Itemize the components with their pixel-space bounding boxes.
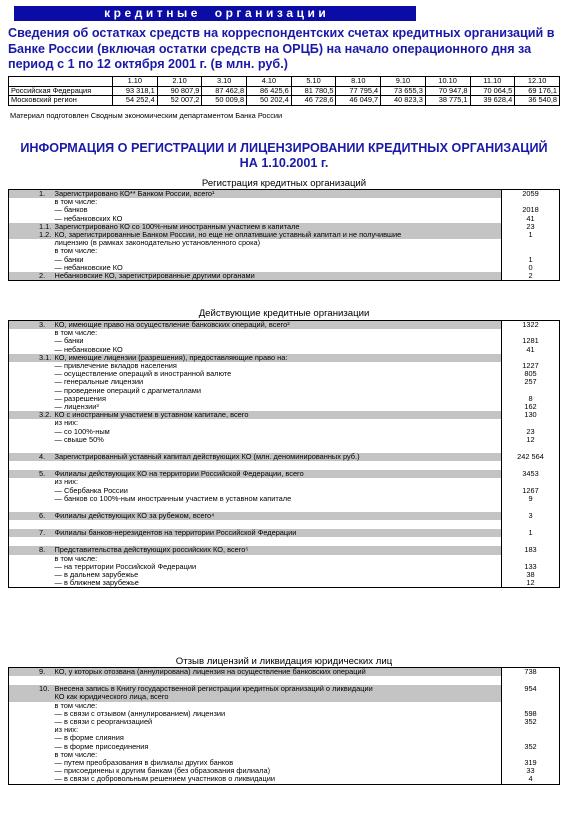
item-value: 805 [502, 370, 560, 378]
item-number [9, 198, 53, 206]
item-value: 133 [502, 563, 560, 571]
item-value [502, 693, 560, 701]
item-label: — небанковские КО [54, 345, 123, 354]
item-label: — в форме присоединения [54, 742, 149, 751]
table-row [9, 190, 560, 199]
item-value: 9 [502, 495, 560, 503]
item-label: КО с иностранным участием в уставном капитале, всего [53, 411, 502, 419]
item-number [9, 378, 53, 386]
item-number [9, 751, 53, 759]
balance-cell: 90 807,9 [157, 86, 202, 96]
item-label: — в ближнем зарубежье [54, 579, 139, 588]
balance-cell: 69 176,1 [515, 86, 560, 96]
item-label: в том числе: [54, 701, 98, 710]
table-row [9, 495, 560, 503]
item-label [53, 676, 502, 685]
balance-cell: 73 655,3 [381, 86, 426, 96]
item-label: КО, зарегистрированные Банком России, но еще не оплатившие уставный капитал и не получившие [53, 231, 502, 239]
item-number: 3. [9, 321, 53, 330]
balance-cell: 52 007,2 [157, 96, 202, 106]
item-number [9, 563, 53, 571]
item-number [9, 478, 53, 486]
balances-row [9, 96, 560, 106]
item-number [9, 503, 53, 512]
table-row [9, 693, 560, 701]
item-label: — банков со 100%-ным иностранным участием в уставном капитале [54, 494, 292, 503]
item-label: — присоединены к другим банкам (без образования филиала) [54, 767, 271, 776]
item-number [9, 693, 53, 701]
item-number: 9. [9, 668, 53, 677]
table-row [9, 563, 560, 571]
table-row [9, 702, 560, 710]
table-row [9, 247, 560, 255]
table-row [9, 272, 560, 281]
item-number: 1.1. [9, 223, 53, 231]
section-heading-registration: Регистрация кредитных организаций [201, 178, 367, 189]
item-number [9, 428, 53, 436]
table-row [9, 444, 560, 453]
item-value: 2059 [502, 190, 560, 199]
balance-cell: 77 795,4 [336, 86, 381, 96]
table-row [9, 579, 560, 588]
item-label: — лицензии³ [54, 403, 99, 412]
item-value [502, 198, 560, 206]
item-label: КО, у которых отозвана (аннулирована) лицензия на осуществление банковских операций [53, 668, 502, 677]
table-row [9, 546, 560, 554]
item-value: 0 [502, 264, 560, 272]
item-value [502, 354, 560, 362]
item-value [502, 520, 560, 529]
table-row [9, 726, 560, 734]
item-value: 598 [502, 710, 560, 718]
item-number: 3.1. [9, 354, 53, 362]
item-label: — путем преобразования в филиалы других банков [54, 759, 234, 768]
item-label: из них: [54, 419, 79, 428]
table-row [9, 337, 560, 345]
balances-col-header: 3.10 [202, 77, 247, 87]
item-value [502, 503, 560, 512]
table-row [9, 264, 560, 272]
item-number [9, 419, 53, 427]
table-row [9, 256, 560, 264]
item-value: 1 [502, 231, 560, 239]
item-value [502, 419, 560, 427]
item-value: 12 [502, 579, 560, 588]
table-row [9, 767, 560, 775]
item-label: — в связи с реорганизацией [54, 718, 153, 727]
table-row [9, 387, 560, 395]
item-label: КО, имеющие право на осуществление банковских операций, всего² [53, 321, 502, 330]
table-row [9, 668, 560, 677]
item-number [9, 256, 53, 264]
balances-table [8, 76, 560, 106]
item-number [9, 495, 53, 503]
table-row [9, 676, 560, 685]
item-value: 4 [502, 775, 560, 784]
item-number [9, 247, 53, 255]
item-number [9, 444, 53, 453]
item-number [9, 264, 53, 272]
item-label [53, 461, 502, 470]
item-number: 1. [9, 190, 53, 199]
balance-cell: 46 049,7 [336, 96, 381, 106]
balance-cell: 70 064,5 [470, 86, 515, 96]
item-value: 3453 [502, 470, 560, 478]
item-label: — генеральные лицензии [54, 378, 144, 387]
item-label: Филиалы действующих КО на территории Российской Федерации, всего [53, 470, 502, 478]
item-value: 1227 [502, 362, 560, 370]
item-value [502, 247, 560, 255]
item-number [9, 767, 53, 775]
table-row [9, 718, 560, 726]
item-label: — в форме слияния [54, 734, 124, 743]
item-number [9, 362, 53, 370]
item-value: 183 [502, 546, 560, 554]
item-label: Небанковские КО, зарегистрированные другими органами [53, 272, 502, 281]
info-title-line2: НА 1.10.2001 г. [239, 156, 329, 170]
region-cell: Московский регион [9, 96, 113, 106]
item-number [9, 579, 53, 588]
item-value [502, 734, 560, 742]
item-value: 738 [502, 668, 560, 677]
table-row [9, 512, 560, 520]
item-number [9, 759, 53, 767]
item-label: из них: [54, 726, 79, 735]
item-number [9, 537, 53, 546]
balances-header-row [9, 77, 560, 87]
item-label: КО, имеющие лицензии (разрешения), предоставляющие право на: [53, 354, 502, 362]
item-label: — в дальнем зарубежье [54, 571, 139, 580]
item-value: 23 [502, 223, 560, 231]
item-label: в том числе: [54, 247, 98, 256]
item-number [9, 337, 53, 345]
item-label: Внесена запись в Книгу государственной регистрации кредитных организаций о ликвидации [53, 685, 502, 693]
table-row [9, 478, 560, 486]
item-number: 8. [9, 546, 53, 554]
item-value: 12 [502, 436, 560, 444]
item-number [9, 403, 53, 411]
item-number [9, 239, 53, 247]
item-number [9, 520, 53, 529]
item-number: 7. [9, 529, 53, 537]
item-label: — Сбербанка России [54, 486, 128, 495]
item-value: 352 [502, 743, 560, 751]
balance-cell: 87 462,8 [202, 86, 247, 96]
table-row [9, 198, 560, 206]
table-row [9, 346, 560, 354]
item-value: 33 [502, 767, 560, 775]
active-table [8, 320, 560, 588]
item-label: лицензию (в рамках законодательно установленного срока) [54, 239, 261, 248]
info-title [0, 141, 568, 171]
source-note: Материал подготовлен Сводным экономическим департаментом Банка России [10, 111, 283, 120]
balances-col-header: 9.10 [381, 77, 426, 87]
item-value: 1 [502, 529, 560, 537]
section-banner: к р е д и т н ы е о р г а н и з а ц и и [14, 6, 416, 21]
item-number [9, 718, 53, 726]
balance-cell: 81 780,5 [291, 86, 336, 96]
table-row [9, 520, 560, 529]
item-number [9, 387, 53, 395]
item-number: 5. [9, 470, 53, 478]
table-row [9, 378, 560, 386]
item-number [9, 436, 53, 444]
item-value: 352 [502, 718, 560, 726]
table-row [9, 461, 560, 470]
item-value: 954 [502, 685, 560, 693]
table-row [9, 419, 560, 427]
table-row [9, 759, 560, 767]
table-row [9, 329, 560, 337]
item-value: 1 [502, 256, 560, 264]
item-value: 8 [502, 395, 560, 403]
table-row [9, 685, 560, 693]
item-number [9, 395, 53, 403]
item-value [502, 702, 560, 710]
table-row [9, 453, 560, 461]
balances-col-header: 8.10 [336, 77, 381, 87]
item-label: — в связи с отзывом (аннулированием) лицензии [54, 709, 226, 718]
table-row [9, 231, 560, 239]
balances-col-header: 2.10 [157, 77, 202, 87]
item-number [9, 555, 53, 563]
balance-cell: 54 252,4 [113, 96, 158, 106]
table-row [9, 710, 560, 718]
item-number [9, 571, 53, 579]
section-heading-revocation: Отзыв лицензий и ликвидация юридических лиц [175, 656, 393, 667]
item-value: 130 [502, 411, 560, 419]
item-value: 3 [502, 512, 560, 520]
balance-cell: 46 728,6 [291, 96, 336, 106]
item-label: Зарегистрировано КО** Банком России, всего¹ [53, 190, 502, 199]
item-label: в том числе: [54, 329, 98, 338]
table-row [9, 411, 560, 419]
item-number [9, 702, 53, 710]
table-row [9, 428, 560, 436]
item-number: 4. [9, 453, 53, 461]
item-label: из них: [54, 478, 79, 487]
table-row [9, 503, 560, 512]
item-number [9, 676, 53, 685]
item-label [53, 503, 502, 512]
item-value: 257 [502, 378, 560, 386]
balances-title: Сведения об остатках средств на корреспондентских счетах кредитных организаций в Банке России (включая остатки средств на ОРЦБ) на начало операционного дня за период с 1 по 12 октября 2001 г. (в млн. руб.) [8, 26, 555, 72]
table-row [9, 403, 560, 411]
balances-col-header: 12.10 [515, 77, 560, 87]
balance-cell: 36 540,8 [515, 96, 560, 106]
item-value: 1281 [502, 337, 560, 345]
item-value [502, 726, 560, 734]
region-cell: Российская Федерация [9, 86, 113, 96]
item-label: Филиалы действующих КО за рубежом, всего⁴ [53, 512, 502, 520]
revocation-table [8, 667, 560, 785]
item-number [9, 346, 53, 354]
item-label: КО как юридического лица, всего [53, 693, 502, 701]
item-label: — банки [54, 255, 84, 264]
item-number [9, 775, 53, 784]
item-value [502, 387, 560, 395]
item-label: — привлечение вкладов населения [54, 362, 177, 371]
item-number [9, 726, 53, 734]
item-value [502, 239, 560, 247]
balance-cell: 50 202,4 [247, 96, 292, 106]
table-row [9, 239, 560, 247]
item-number [9, 710, 53, 718]
item-value: 2018 [502, 206, 560, 214]
item-label: в том числе: [54, 750, 98, 759]
item-value [502, 537, 560, 546]
item-number [9, 329, 53, 337]
item-label: — свыше 50% [54, 435, 104, 444]
table-row [9, 362, 560, 370]
item-label: — разрешения [54, 394, 106, 403]
item-value: 38 [502, 571, 560, 579]
item-value [502, 555, 560, 563]
balances-col-header [9, 77, 113, 87]
item-number [9, 743, 53, 751]
item-value [502, 329, 560, 337]
table-row [9, 487, 560, 495]
table-row [9, 555, 560, 563]
item-label: Филиалы банков-нерезидентов на территории Российской Федерации [53, 529, 502, 537]
balances-col-header: 4.10 [247, 77, 292, 87]
balances-col-header: 5.10 [291, 77, 336, 87]
item-label: в том числе: [54, 554, 98, 563]
balances-col-header: 1.10 [113, 77, 158, 87]
item-number: 6. [9, 512, 53, 520]
balances-col-header: 11.10 [470, 77, 515, 87]
item-number [9, 206, 53, 214]
balance-cell: 39 628,4 [470, 96, 515, 106]
item-label: — со 100%-ным [54, 427, 110, 436]
table-row [9, 215, 560, 223]
item-number [9, 370, 53, 378]
item-value: 2 [502, 272, 560, 281]
item-label: в том числе: [54, 198, 98, 207]
table-row [9, 206, 560, 214]
item-number: 3.2. [9, 411, 53, 419]
item-label: — банки [54, 337, 84, 346]
item-label: Зарегистрированный уставный капитал действующих КО (млн. деноминированных руб.) [53, 453, 502, 461]
item-value: 1267 [502, 487, 560, 495]
item-value [502, 478, 560, 486]
balance-cell: 38 775,1 [425, 96, 470, 106]
table-row [9, 223, 560, 231]
item-label: — небанковских КО [54, 214, 123, 223]
table-row [9, 537, 560, 546]
item-number [9, 734, 53, 742]
item-label [53, 520, 502, 529]
item-value: 23 [502, 428, 560, 436]
item-label: — небанковские КО [54, 263, 123, 272]
item-label [53, 537, 502, 546]
table-row [9, 436, 560, 444]
balance-cell: 86 425,6 [247, 86, 292, 96]
table-row [9, 571, 560, 579]
table-row [9, 370, 560, 378]
item-label: — проведение операций с драгметаллами [54, 386, 202, 395]
section-heading-active: Действующие кредитные организации [198, 308, 370, 319]
balance-cell: 93 318,1 [113, 86, 158, 96]
item-label: Зарегистрировано КО со 100%-ным иностранным участием в капитале [53, 223, 502, 231]
item-value [502, 461, 560, 470]
item-number: 2. [9, 272, 53, 281]
item-value: 1322 [502, 321, 560, 330]
item-value: 242 564 [502, 453, 560, 461]
table-row [9, 354, 560, 362]
registration-table [8, 189, 560, 281]
balance-cell: 50 009,8 [202, 96, 247, 106]
item-value [502, 676, 560, 685]
item-number [9, 461, 53, 470]
table-row [9, 395, 560, 403]
item-value: 41 [502, 346, 560, 354]
table-row [9, 734, 560, 742]
table-row [9, 751, 560, 759]
balance-cell: 70 947,8 [425, 86, 470, 96]
item-label: — банков [54, 206, 88, 215]
balance-cell: 40 823,3 [381, 96, 426, 106]
item-label: Представительства действующих российских КО, всего⁵ [53, 546, 502, 554]
item-value: 41 [502, 215, 560, 223]
table-row [9, 775, 560, 784]
info-title-line1: ИНФОРМАЦИЯ О РЕГИСТРАЦИИ И ЛИЦЕНЗИРОВАНИИ КРЕДИТНЫХ ОРГАНИЗАЦИЙ [20, 141, 548, 155]
item-label: — осуществление операций в иностранной валюте [54, 370, 232, 379]
item-value: 162 [502, 403, 560, 411]
item-value [502, 444, 560, 453]
item-number [9, 215, 53, 223]
item-number: 1.2. [9, 231, 53, 239]
item-number: 10. [9, 685, 53, 693]
item-value [502, 751, 560, 759]
item-label: — на территории Российской Федерации [54, 562, 197, 571]
table-row [9, 470, 560, 478]
table-row [9, 321, 560, 330]
balances-col-header: 10.10 [425, 77, 470, 87]
item-value: 319 [502, 759, 560, 767]
table-row [9, 529, 560, 537]
item-label: — в связи с добровольным решением участников о ликвидации [54, 775, 276, 784]
item-label [53, 444, 502, 453]
item-number [9, 487, 53, 495]
table-row [9, 743, 560, 751]
